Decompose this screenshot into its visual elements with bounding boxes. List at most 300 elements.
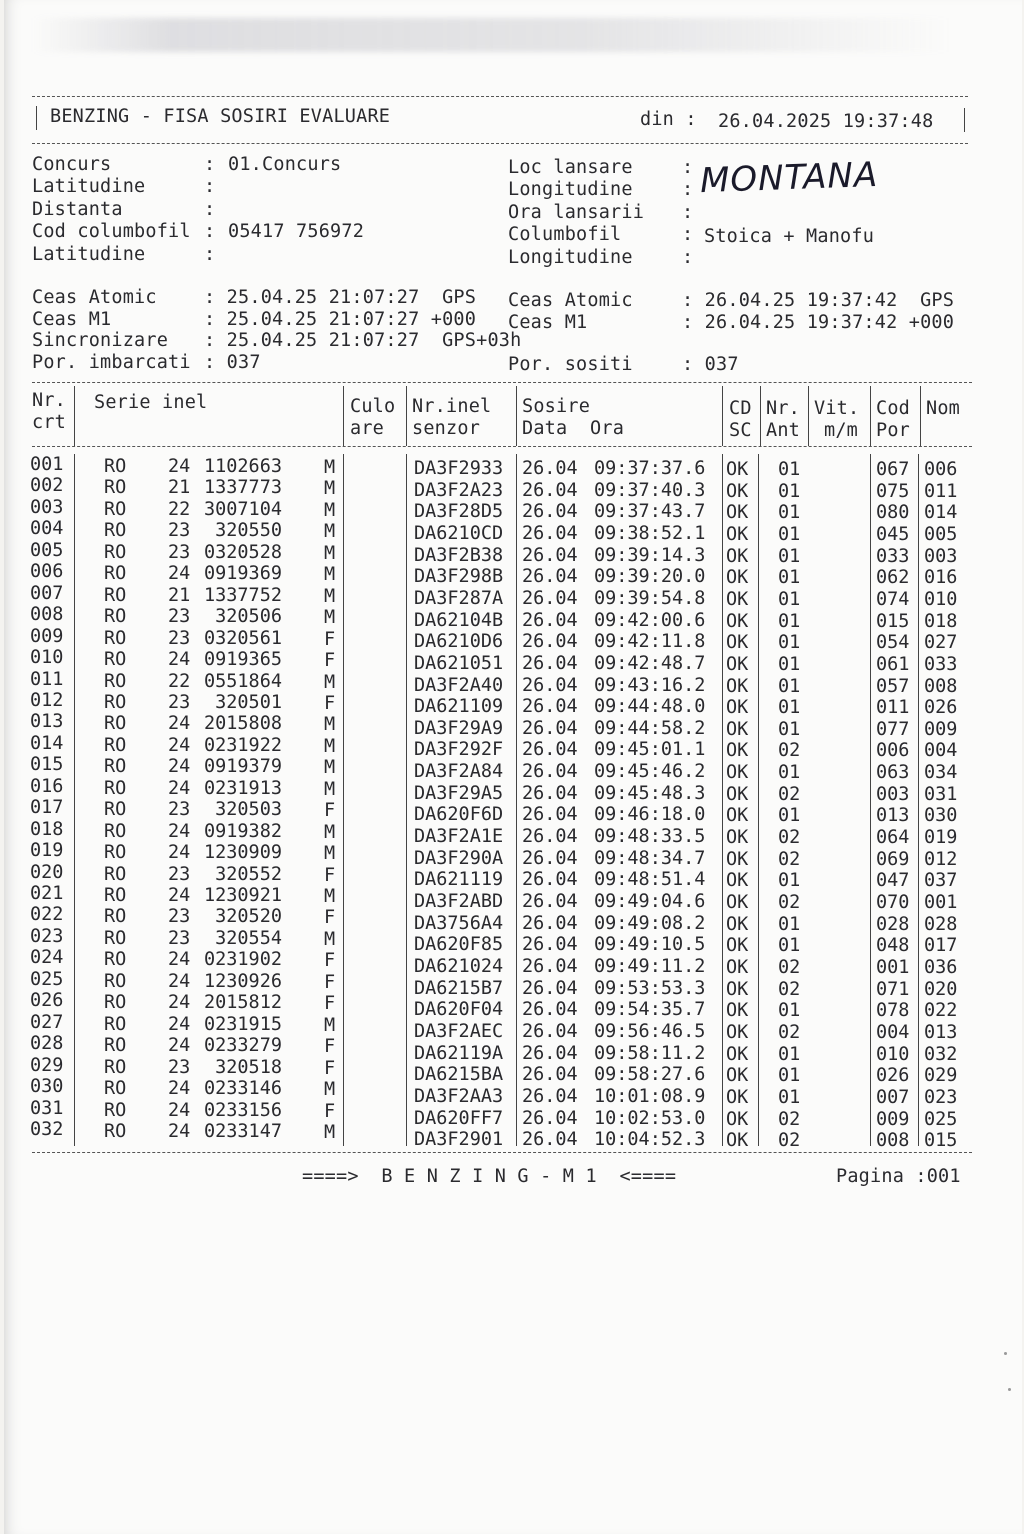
info-label: Loc lansare	[508, 157, 633, 178]
cell-country: RO	[104, 627, 127, 649]
cell-nom: 015	[924, 1130, 958, 1152]
cell-nr: 001	[30, 454, 64, 475]
scan-speck	[1004, 1352, 1007, 1355]
cell-ring: 0320561	[204, 627, 282, 649]
cell-nr: 013	[30, 711, 64, 733]
cell-cdsc: OK	[726, 675, 749, 697]
cell-antenna: 01	[778, 653, 801, 675]
cell-ring: 2015812	[204, 992, 282, 1014]
cell-sex: F	[324, 1057, 336, 1079]
cell-ring: 0231915	[204, 1013, 282, 1035]
cell-time: 09:37:40.3	[594, 479, 706, 501]
cell-time: 10:01:08.9	[594, 1085, 706, 1107]
cell-cdsc: OK	[726, 913, 749, 935]
cell-ring: 320554	[204, 927, 282, 949]
cell-date: 26.04	[522, 522, 578, 544]
header-top-border	[32, 96, 968, 97]
cell-cod: 011	[876, 697, 910, 719]
cell-cod: 004	[876, 1021, 910, 1043]
cell-date: 26.04	[522, 501, 578, 523]
cell-country: RO	[104, 949, 127, 971]
cell-date: 26.04	[522, 739, 578, 761]
info-label: Longitudine	[508, 246, 633, 268]
cell-cdsc: OK	[726, 740, 749, 762]
cell-antenna: 01	[778, 805, 801, 827]
cell-year: 22	[168, 670, 191, 692]
cell-time: 09:37:43.7	[594, 501, 706, 523]
cell-cdsc: OK	[726, 567, 749, 589]
cell-cdsc: OK	[726, 632, 749, 654]
cell-nr: 025	[30, 968, 64, 990]
cell-nr: 011	[30, 668, 64, 690]
cell-cdsc: OK	[726, 956, 749, 978]
cell-nom: 025	[924, 1108, 958, 1130]
cell-sex: M	[324, 457, 336, 478]
cell-year: 24	[168, 1099, 191, 1121]
cell-cod: 047	[876, 870, 910, 892]
clock-label: Por. imbarcati	[32, 351, 191, 373]
cell-senzor: DA620F6D	[414, 804, 504, 826]
info-label: Cod columbofil	[32, 221, 191, 243]
cell-ring: 0233146	[204, 1078, 282, 1100]
cell-senzor: DA3F28D5	[414, 501, 504, 523]
cell-sex: M	[324, 1121, 336, 1143]
cell-nr: 002	[30, 475, 64, 497]
cell-nr: 006	[30, 561, 64, 583]
col-nrinel-1: Nr.inel	[412, 396, 492, 417]
cell-date: 26.04	[522, 912, 578, 934]
cell-time: 09:49:10.5	[594, 934, 706, 956]
cell-date: 26.04	[522, 479, 578, 501]
info-label: Concurs	[32, 154, 112, 175]
cell-senzor: DA621024	[414, 955, 504, 977]
cell-date: 26.04	[522, 891, 578, 912]
cell-date: 26.04	[522, 587, 578, 609]
cell-cdsc: OK	[726, 1086, 749, 1108]
column-divider	[808, 386, 809, 446]
cell-nr: 014	[30, 732, 64, 754]
col-vit-1: Vit.	[814, 398, 860, 419]
cell-nr: 010	[30, 647, 64, 669]
info-value: Stoica + Manofu	[704, 226, 875, 248]
cell-nom: 003	[924, 545, 958, 567]
cell-date: 26.04	[522, 566, 578, 588]
cell-time: 09:56:46.5	[594, 1020, 706, 1042]
cell-cod: 001	[876, 956, 910, 978]
cell-senzor: DA6215BA	[414, 1064, 504, 1086]
info-sep: :	[682, 179, 694, 201]
cell-cdsc: OK	[726, 870, 749, 892]
cell-ring: 1230926	[204, 970, 282, 992]
cell-time: 09:53:53.3	[594, 977, 706, 999]
cell-nr: 003	[30, 496, 64, 518]
cell-ring: 0320528	[204, 541, 282, 563]
cell-year: 23	[168, 799, 191, 821]
cell-year: 23	[168, 606, 191, 628]
cell-nr: 007	[30, 582, 64, 604]
cell-date: 26.04	[522, 1064, 578, 1086]
clock-value: : 25.04.25 21:07:27 +000	[204, 308, 477, 330]
cell-senzor: DA3F2A40	[414, 674, 504, 696]
cell-nr: 015	[30, 754, 64, 776]
cell-cdsc: OK	[726, 1043, 749, 1065]
cell-nom: 016	[924, 567, 958, 589]
cell-year: 21	[168, 477, 191, 499]
cell-nr: 024	[30, 947, 64, 969]
info-value: 01.Concurs	[228, 154, 342, 175]
cell-date: 26.04	[522, 674, 578, 696]
cell-country: RO	[104, 927, 127, 949]
cell-year: 23	[168, 863, 191, 885]
cell-nom: 019	[924, 827, 958, 849]
cell-nom: 004	[924, 740, 958, 762]
cell-nom: 026	[924, 697, 958, 719]
cell-antenna: 01	[778, 1065, 801, 1087]
cell-year: 24	[168, 1078, 191, 1100]
clock-label: Ceas M1	[32, 308, 112, 330]
cell-year: 24	[168, 885, 191, 906]
cell-nom: 001	[924, 892, 958, 913]
cell-time: 09:45:46.2	[594, 761, 706, 783]
cell-cod: 064	[876, 827, 910, 849]
cell-ring: 320552	[204, 863, 282, 885]
col-nrinel-2: senzor	[412, 418, 481, 439]
cell-antenna: 01	[778, 762, 801, 784]
cell-time: 09:49:08.2	[594, 912, 706, 934]
cell-antenna: 02	[778, 1108, 801, 1130]
cell-date: 26.04	[522, 1085, 578, 1107]
column-divider	[516, 386, 517, 446]
cell-sex: M	[324, 499, 336, 521]
cell-antenna: 01	[778, 718, 801, 740]
cell-sex: F	[324, 1036, 336, 1058]
cell-antenna: 02	[778, 740, 801, 762]
cell-sex: M	[324, 928, 336, 950]
cell-date: 26.04	[522, 1129, 578, 1151]
cell-time: 09:38:52.1	[594, 522, 706, 544]
cell-ring: 320501	[204, 691, 282, 713]
info-label: Latitudine	[32, 176, 146, 198]
column-divider	[920, 386, 921, 446]
cell-nom: 012	[924, 848, 958, 870]
cell-antenna: 02	[778, 1130, 801, 1152]
cell-nr: 018	[30, 818, 64, 840]
column-divider	[343, 386, 344, 446]
cell-nr: 029	[30, 1054, 64, 1076]
cell-senzor: DA3F2901	[414, 1129, 504, 1151]
cell-time: 09:42:00.6	[594, 609, 706, 631]
cell-cdsc: OK	[726, 892, 749, 913]
cell-cod: 054	[876, 632, 910, 654]
cell-cod: 069	[876, 848, 910, 870]
cell-antenna: 01	[778, 697, 801, 719]
cell-senzor: DA62119A	[414, 1042, 504, 1064]
cell-cdsc: OK	[726, 848, 749, 870]
cell-cod: 008	[876, 1130, 910, 1152]
cell-ring: 1230921	[204, 885, 282, 906]
cell-nr: 009	[30, 625, 64, 647]
cell-year: 24	[168, 1120, 191, 1142]
cell-cod: 003	[876, 783, 910, 805]
cell-nom: 005	[924, 523, 958, 545]
col-sosire-2: Data Ora	[522, 418, 625, 439]
column-divider	[722, 386, 723, 446]
cell-year: 24	[168, 563, 191, 585]
column-divider	[74, 386, 75, 446]
cell-nom: 020	[924, 978, 958, 1000]
cell-ring: 1337773	[204, 477, 282, 499]
cell-cdsc: OK	[726, 805, 749, 827]
cell-country: RO	[104, 456, 127, 477]
cell-time: 10:04:52.3	[594, 1129, 706, 1151]
cell-date: 26.04	[522, 652, 578, 674]
cell-ring: 1102663	[204, 456, 282, 477]
cell-cod: 067	[876, 459, 910, 480]
cell-antenna: 02	[778, 848, 801, 870]
cell-senzor: DA3F2AEC	[414, 1020, 504, 1042]
cell-date: 26.04	[522, 934, 578, 956]
col-vit-2: m/m	[824, 420, 859, 441]
cell-country: RO	[104, 1035, 127, 1057]
cell-year: 23	[168, 627, 191, 649]
cell-nr: 020	[30, 861, 64, 883]
cell-nom: 022	[924, 1000, 958, 1022]
cell-antenna: 01	[778, 610, 801, 632]
page-number: Pagina :001	[836, 1166, 961, 1187]
cell-time: 09:45:48.3	[594, 782, 706, 804]
cell-sex: F	[324, 993, 336, 1015]
cell-date: 26.04	[522, 1020, 578, 1042]
cell-cdsc: OK	[726, 762, 749, 784]
cell-nr: 019	[30, 840, 64, 862]
cell-year: 23	[168, 541, 191, 563]
cell-nom: 017	[924, 935, 958, 957]
cell-country: RO	[104, 670, 127, 692]
cell-country: RO	[104, 1013, 127, 1035]
col-sosire-1: Sosire	[522, 396, 591, 417]
cell-time: 09:39:14.3	[594, 544, 706, 566]
clock-label: Sincronizare	[32, 330, 169, 352]
cell-country: RO	[104, 713, 127, 735]
cell-time: 09:39:54.8	[594, 587, 706, 609]
cell-cod: 006	[876, 740, 910, 762]
cell-nom: 028	[924, 913, 958, 935]
cell-nr: 027	[30, 1011, 64, 1033]
clock-value: : 26.04.25 19:37:42 +000	[682, 312, 955, 333]
cell-antenna: 01	[778, 459, 801, 480]
info-label: Longitudine	[508, 179, 633, 201]
cell-ring: 0919379	[204, 756, 282, 778]
cell-senzor: DA3F29A5	[414, 782, 504, 804]
cell-nom: 011	[924, 480, 958, 502]
column-divider	[722, 454, 723, 1146]
cell-senzor: DA3F2AA3	[414, 1085, 504, 1107]
cell-sex: F	[324, 971, 336, 993]
cell-senzor: DA3F2B38	[414, 544, 504, 566]
cell-nr: 030	[30, 1076, 64, 1098]
cell-country: RO	[104, 777, 127, 799]
col-serie: Serie inel	[94, 392, 208, 413]
info-label: Columbofil	[508, 224, 622, 246]
cell-sex: M	[324, 542, 336, 564]
cell-time: 09:43:16.2	[594, 674, 706, 696]
cell-senzor: DA6210CD	[414, 522, 504, 544]
column-divider	[870, 386, 871, 446]
cell-year: 24	[168, 1035, 191, 1057]
cell-nom: 030	[924, 805, 958, 827]
cell-year: 24	[168, 649, 191, 671]
cell-year: 24	[168, 842, 191, 864]
cell-cod: 010	[876, 1043, 910, 1065]
cell-cdsc: OK	[726, 697, 749, 719]
cell-time: 09:44:58.2	[594, 717, 706, 739]
cell-cod: 062	[876, 567, 910, 589]
cell-time: 09:46:18.0	[594, 804, 706, 826]
cell-time: 10:02:53.0	[594, 1107, 706, 1129]
cell-nom: 010	[924, 588, 958, 610]
cell-country: RO	[104, 970, 127, 992]
cell-senzor: DA3F2A1E	[414, 826, 504, 848]
cell-ring: 320550	[204, 520, 282, 542]
cell-cod: 033	[876, 545, 910, 567]
cell-country: RO	[104, 498, 127, 520]
info-sep: :	[204, 198, 216, 220]
column-divider	[343, 454, 344, 1146]
col-nr-2: crt	[32, 412, 67, 433]
info-sep: :	[204, 243, 216, 265]
cell-ring: 0231913	[204, 777, 282, 799]
cell-antenna: 01	[778, 935, 801, 957]
cell-cod: 061	[876, 653, 910, 675]
cell-ring: 320503	[204, 799, 282, 821]
cell-nom: 033	[924, 653, 958, 675]
cell-year: 24	[168, 756, 191, 778]
cell-country: RO	[104, 520, 127, 542]
cell-nom: 023	[924, 1086, 958, 1108]
cell-date: 26.04	[522, 609, 578, 631]
cell-year: 22	[168, 498, 191, 520]
col-culo-1: Culo	[350, 396, 396, 417]
table-header-border	[32, 446, 972, 447]
info-label: Ora lansarii	[508, 201, 645, 223]
cell-antenna: 02	[778, 1021, 801, 1043]
cell-nr: 022	[30, 904, 64, 926]
cell-antenna: 01	[778, 913, 801, 935]
cell-ring: 1337752	[204, 584, 282, 606]
cell-nr: 028	[30, 1033, 64, 1055]
cell-senzor: DA3F298B	[414, 566, 504, 588]
cell-country: RO	[104, 584, 127, 606]
clock-value: : 037	[204, 351, 261, 373]
cell-cdsc: OK	[726, 459, 749, 480]
cell-senzor: DA3F2ABD	[414, 891, 504, 912]
info-value: 05417 756972	[228, 221, 365, 243]
cell-time: 09:42:48.7	[594, 652, 706, 674]
info-sep: :	[682, 157, 694, 178]
cell-cod: 026	[876, 1065, 910, 1087]
cell-antenna: 01	[778, 480, 801, 502]
cell-country: RO	[104, 541, 127, 563]
cell-sex: M	[324, 607, 336, 629]
cell-senzor: DA621119	[414, 869, 504, 891]
cell-time: 09:49:04.6	[594, 891, 706, 912]
cell-antenna: 01	[778, 675, 801, 697]
cell-country: RO	[104, 649, 127, 671]
cell-year: 24	[168, 777, 191, 799]
cell-ring: 0919365	[204, 649, 282, 671]
cell-cod: 075	[876, 480, 910, 502]
cell-date: 26.04	[522, 804, 578, 826]
cell-date: 26.04	[522, 999, 578, 1021]
cell-sex: M	[324, 757, 336, 779]
cell-country: RO	[104, 477, 127, 499]
cell-date: 26.04	[522, 955, 578, 977]
cell-antenna: 01	[778, 567, 801, 589]
column-divider	[406, 454, 407, 1146]
cell-time: 09:42:11.8	[594, 631, 706, 653]
cell-senzor: DA621051	[414, 652, 504, 674]
clock-value: : 037	[682, 354, 739, 375]
cell-ring: 2015808	[204, 713, 282, 735]
cell-senzor: DA6215B7	[414, 977, 504, 999]
cell-time: 09:48:51.4	[594, 869, 706, 891]
cell-year: 21	[168, 584, 191, 606]
cell-country: RO	[104, 734, 127, 756]
cell-sex: F	[324, 907, 336, 929]
cell-year: 23	[168, 691, 191, 713]
cell-senzor: DA620F85	[414, 934, 504, 956]
cell-cod: 007	[876, 1086, 910, 1108]
cell-antenna: 02	[778, 956, 801, 978]
cell-time: 09:39:20.0	[594, 566, 706, 588]
col-nrant-1: Nr.	[766, 398, 801, 419]
col-cd-1: CD	[729, 398, 752, 419]
cell-cdsc: OK	[726, 502, 749, 524]
cell-antenna: 01	[778, 1086, 801, 1108]
cell-cdsc: OK	[726, 783, 749, 805]
cell-date: 26.04	[522, 458, 578, 479]
cell-ring: 0919382	[204, 820, 282, 842]
cell-sex: F	[324, 650, 336, 672]
cell-year: 24	[168, 820, 191, 842]
cell-ring: 3007104	[204, 498, 282, 520]
cell-nom: 013	[924, 1021, 958, 1043]
cell-cdsc: OK	[726, 653, 749, 675]
column-divider	[870, 454, 871, 1146]
cell-cdsc: OK	[726, 935, 749, 957]
cell-nom: 029	[924, 1065, 958, 1087]
column-divider	[760, 386, 761, 446]
column-divider	[74, 454, 75, 1146]
cell-nom: 037	[924, 870, 958, 892]
cell-date: 26.04	[522, 631, 578, 653]
cell-sex: F	[324, 864, 336, 886]
cell-date: 26.04	[522, 544, 578, 566]
cell-date: 26.04	[522, 869, 578, 891]
cell-nr: 031	[30, 1097, 64, 1119]
cell-ring: 320518	[204, 1056, 282, 1078]
cell-country: RO	[104, 820, 127, 842]
footer-brand: ====> B E N Z I N G - M 1 <====	[302, 1166, 677, 1187]
cell-year: 24	[168, 970, 191, 992]
cell-nr: 005	[30, 539, 64, 561]
cell-nom: 008	[924, 675, 958, 697]
cell-senzor: DA3F2933	[414, 458, 504, 479]
cell-nr: 023	[30, 925, 64, 947]
cell-nr: 017	[30, 797, 64, 819]
cell-cod: 048	[876, 935, 910, 957]
cell-nr: 004	[30, 518, 64, 540]
